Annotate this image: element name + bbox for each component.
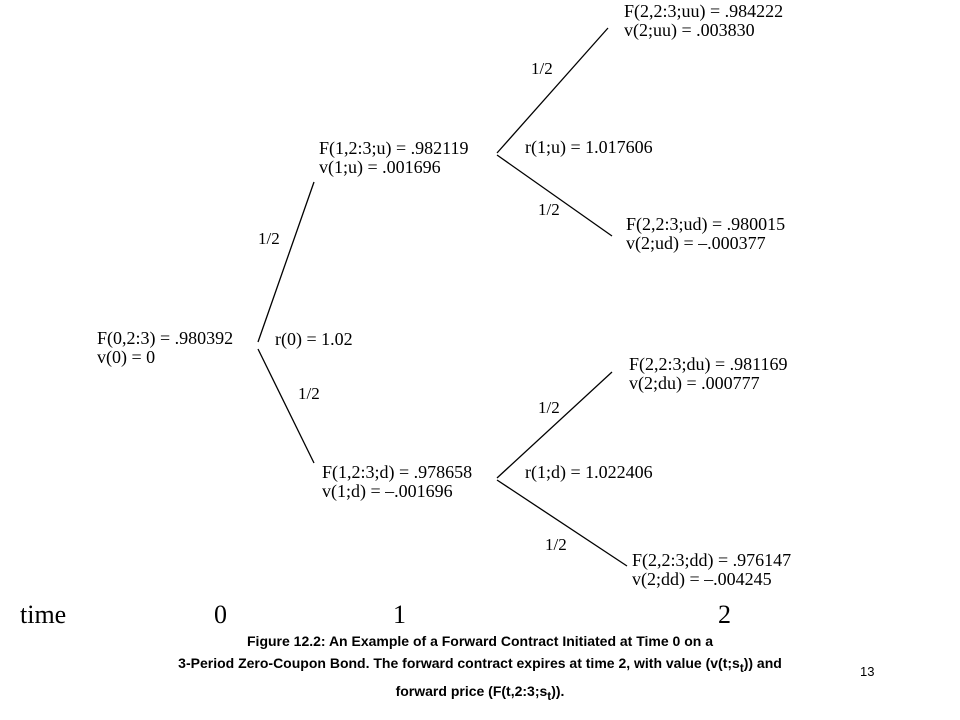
node-down-down (632, 551, 791, 589)
caption-line-3: forward price $(F(t,2:3;s_t))$. (395, 682, 565, 703)
node-down-value: v(1;d) = –.001696 (322, 481, 453, 501)
node-down-up-value: v(2;du) = .000777 (629, 373, 760, 393)
rate-down: r(1;d) = 1.022406 (525, 462, 653, 482)
node-up-up-forward-price: F(2,2:3;uu) = .984222 (624, 1, 784, 21)
probability-d-down: 1/2 (545, 535, 567, 554)
time-0: 0 (214, 600, 227, 629)
node-down-forward-price: F(1,2:3;d) = .978658 (322, 462, 473, 482)
node-up-down-value: v(2;ud) = –.000377 (626, 233, 766, 253)
node-up (319, 139, 468, 177)
node-down-up-forward-price: F(2,2:3;du) = .981169 (629, 354, 788, 374)
node-down-down-forward-price: F(2,2:3;dd) = .976147 (632, 550, 792, 570)
node-down (322, 463, 472, 501)
time-1: 1 (393, 600, 406, 629)
page-number: 13 (860, 664, 875, 679)
node-up-down-forward-price: F(2,2:3;ud) = .980015 (626, 214, 786, 234)
probability-0-down: 1/2 (298, 384, 320, 403)
node-up-value: v(1;u) = .001696 (319, 157, 441, 177)
node-up-up (624, 2, 783, 40)
node-up-down (626, 215, 785, 253)
node-time0-value: v(0) = 0 (97, 347, 156, 367)
rate-time0: r(0) = 1.02 (275, 329, 353, 349)
probability-u-down: 1/2 (538, 200, 560, 219)
caption-subscript: t (547, 689, 552, 703)
node-up-forward-price: F(1,2:3;u) = .982119 (319, 138, 469, 158)
time-2: 2 (718, 600, 731, 629)
time-label: time (20, 600, 67, 629)
figure-caption (80, 630, 880, 708)
probability-d-up: 1/2 (538, 398, 560, 417)
node-down-down-value: v(2;dd) = –.004245 (632, 569, 772, 589)
branch-u-down (497, 155, 612, 236)
rate-up: r(1;u) = 1.017606 (525, 137, 653, 157)
caption-line-1: Figure 12.2: An Example of a Forward Contract Initiated at Time 0 on a (247, 633, 713, 649)
node-time0 (97, 329, 233, 367)
branch-0-up (258, 182, 314, 342)
caption-subscript: t (739, 661, 744, 675)
branch-0-down (258, 349, 314, 463)
probability-u-up: 1/2 (531, 59, 553, 78)
branch-u-up (497, 28, 608, 153)
caption-line-2: 3-Period Zero-Coupon Bond. The forward contract expires at time 2, with value $(v(t;s_t))$ and (178, 655, 782, 675)
node-down-up (629, 355, 787, 393)
probability-0-up: 1/2 (258, 229, 280, 248)
node-time0-forward-price: F(0,2:3) = .980392 (97, 328, 234, 348)
node-up-up-value: v(2;uu) = .003830 (624, 20, 755, 40)
